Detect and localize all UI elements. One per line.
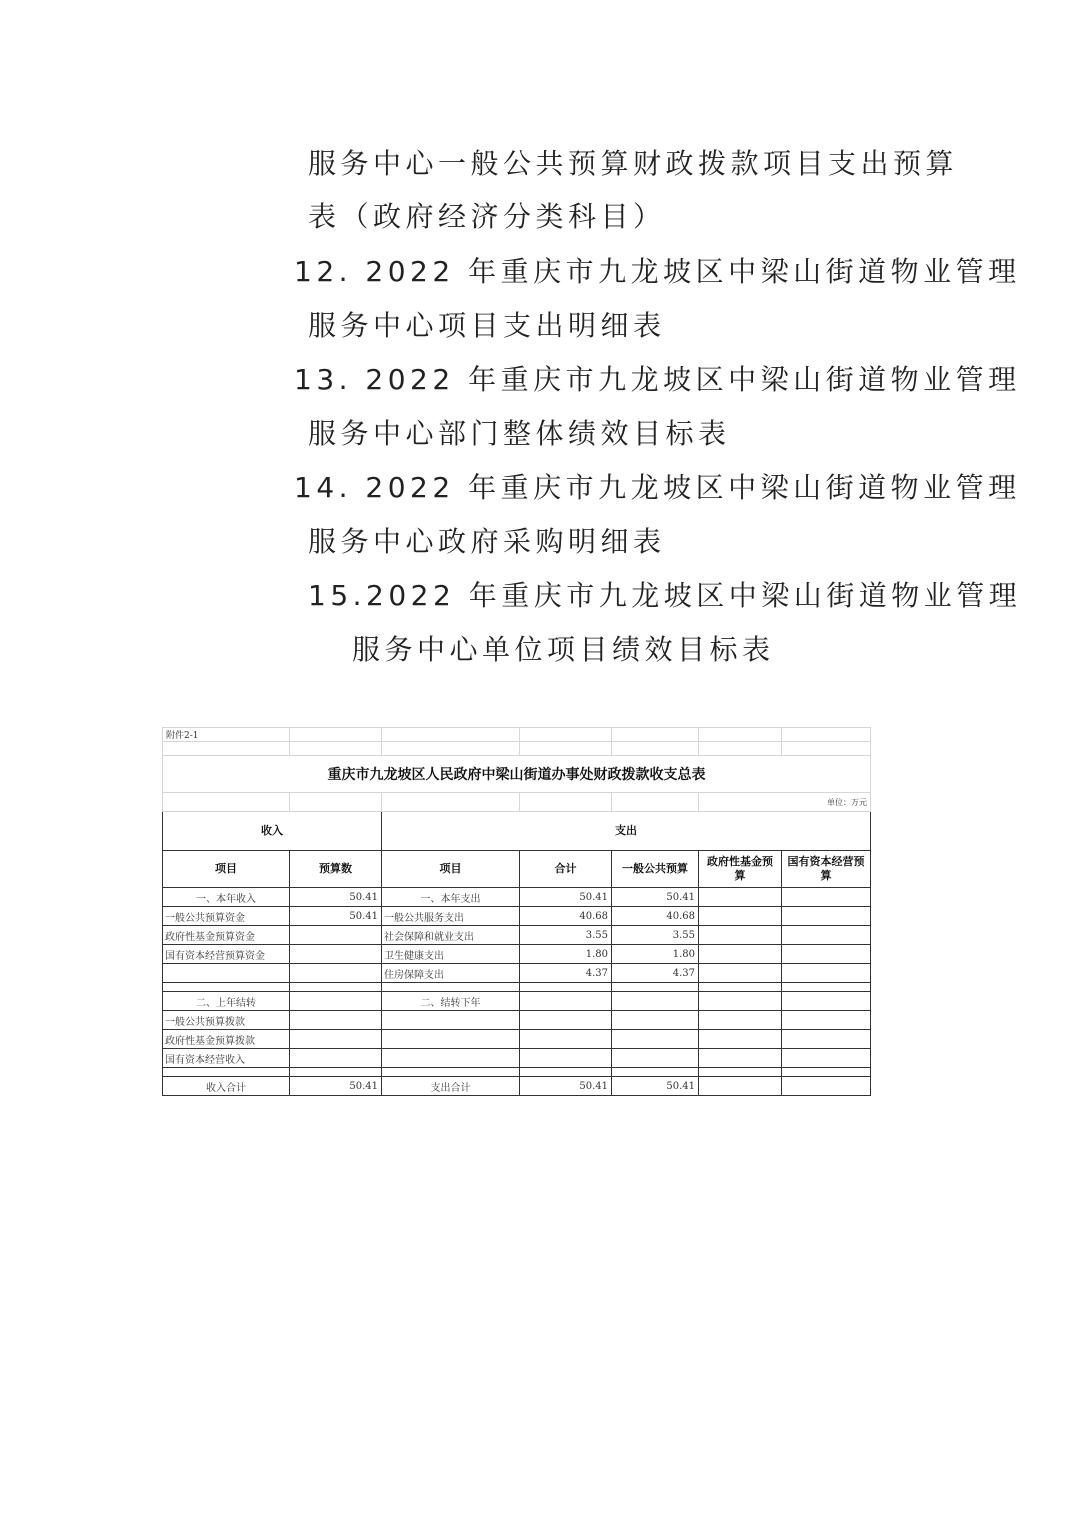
table-cell: 50.41 [520, 1077, 612, 1096]
table-row [163, 992, 871, 1011]
table-cell [290, 1030, 382, 1049]
table-cell [699, 1030, 782, 1049]
table-row [163, 945, 871, 964]
table-cell: 50.41 [612, 1077, 699, 1096]
budget-summary-table [162, 727, 871, 1096]
table-cell: 二、上年结转 [163, 992, 290, 1011]
unit-label: 单位：万元 [699, 793, 871, 812]
table-row [163, 1011, 871, 1030]
table-cell [699, 1077, 782, 1096]
table-cell [290, 992, 382, 1011]
table-cell: 50.41 [290, 888, 382, 907]
table-row [163, 907, 871, 926]
list-item-line: 14. 2022 年重庆市九龙坡区中梁山街道物业管理 [294, 471, 1021, 504]
table-cell [699, 945, 782, 964]
table-cell [612, 992, 699, 1011]
table-cell: 政府性基金预算拨款 [163, 1030, 290, 1049]
attachment-note: 附件2-1 [163, 728, 290, 742]
table-cell [163, 983, 290, 992]
table-cell [782, 907, 871, 926]
table-cell: 4.37 [520, 964, 612, 983]
expense-group-header: 支出 [382, 812, 871, 851]
column-header: 国有资本经营预算 [782, 851, 871, 888]
table-cell: 40.68 [520, 907, 612, 926]
table-cell: 国有资本经营收入 [163, 1049, 290, 1068]
table-cell [782, 888, 871, 907]
column-header: 预算数 [290, 851, 382, 888]
table-cell [699, 907, 782, 926]
table-row [163, 1030, 871, 1049]
table-cell [782, 983, 871, 992]
income-group-header: 收入 [163, 812, 382, 851]
table-cell [290, 1011, 382, 1030]
list-item-line: 服务中心政府采购明细表 [308, 525, 666, 558]
table-cell [520, 1049, 612, 1068]
table-cell [290, 945, 382, 964]
table-cell [382, 1049, 520, 1068]
list-item-line: 13. 2022 年重庆市九龙坡区中梁山街道物业管理 [294, 363, 1021, 396]
table-cell [382, 1068, 520, 1077]
table-cell: 50.41 [612, 888, 699, 907]
table-cell [520, 992, 612, 1011]
table-cell [612, 1068, 699, 1077]
table-row [163, 964, 871, 983]
table-cell [612, 983, 699, 992]
table-cell [290, 926, 382, 945]
column-header: 项目 [382, 851, 520, 888]
attachment-row [163, 728, 871, 742]
table-cell [782, 1049, 871, 1068]
table-cell: 50.41 [520, 888, 612, 907]
table-cell: 支出合计 [382, 1077, 520, 1096]
list-item-line: 服务中心一般公共预算财政拨款项目支出预算 [308, 147, 959, 180]
table-cell [782, 1068, 871, 1077]
table-row [163, 1068, 871, 1077]
column-header-row [163, 851, 871, 888]
table-cell [612, 1049, 699, 1068]
table-cell: 社会保障和就业支出 [382, 926, 520, 945]
table-cell: 一般公共预算拨款 [163, 1011, 290, 1030]
unit-row [163, 793, 871, 812]
table-cell [782, 1030, 871, 1049]
list-item-line: 表（政府经济分类科目） [308, 200, 666, 233]
column-header: 合计 [520, 851, 612, 888]
table-cell: 一、本年支出 [382, 888, 520, 907]
table-cell [782, 992, 871, 1011]
list-item-line: 服务中心部门整体绩效目标表 [308, 417, 731, 450]
table-cell [782, 964, 871, 983]
table-row [163, 983, 871, 992]
column-header: 一般公共预算 [612, 851, 699, 888]
table-cell [520, 1030, 612, 1049]
column-header: 项目 [163, 851, 290, 888]
table-cell [290, 964, 382, 983]
table-cell: 一、本年收入 [163, 888, 290, 907]
table-cell [782, 945, 871, 964]
list-item-line: 服务中心单位项目绩效目标表 [352, 633, 775, 666]
table-cell [290, 1049, 382, 1068]
title-row [163, 756, 871, 793]
table-cell [520, 983, 612, 992]
table-cell: 3.55 [520, 926, 612, 945]
table-cell: 国有资本经营预算资金 [163, 945, 290, 964]
table-cell [699, 964, 782, 983]
table-cell: 4.37 [612, 964, 699, 983]
table-cell [782, 1011, 871, 1030]
table-cell: 1.80 [612, 945, 699, 964]
table-cell [699, 983, 782, 992]
table-cell [520, 1011, 612, 1030]
table-cell: 一般公共服务支出 [382, 907, 520, 926]
list-item-line: 15.2022 年重庆市九龙坡区中梁山街道物业管理 [308, 579, 1022, 612]
table-cell [290, 1068, 382, 1077]
table-cell [782, 926, 871, 945]
table-cell: 40.68 [612, 907, 699, 926]
table-cell: 收入合计 [163, 1077, 290, 1096]
table-cell [782, 1077, 871, 1096]
table-cell [612, 1030, 699, 1049]
table-cell: 1.80 [520, 945, 612, 964]
table-row-total [163, 1077, 871, 1096]
table-cell [699, 1068, 782, 1077]
table-cell [612, 1011, 699, 1030]
table-cell [290, 983, 382, 992]
table-cell [163, 1068, 290, 1077]
table-cell [382, 983, 520, 992]
table-cell: 政府性基金预算资金 [163, 926, 290, 945]
table-row [163, 926, 871, 945]
table-cell [699, 888, 782, 907]
table-row [163, 888, 871, 907]
table-cell [163, 964, 290, 983]
table-cell [520, 1068, 612, 1077]
list-item-line: 12. 2022 年重庆市九龙坡区中梁山街道物业管理 [294, 255, 1021, 288]
table-cell: 50.41 [290, 1077, 382, 1096]
table-cell [699, 1049, 782, 1068]
table-cell: 卫生健康支出 [382, 945, 520, 964]
table-cell: 住房保障支出 [382, 964, 520, 983]
table-cell: 一般公共预算资金 [163, 907, 290, 926]
table-cell: 50.41 [290, 907, 382, 926]
list-item-line: 服务中心项目支出明细表 [308, 309, 666, 342]
table-row [163, 1049, 871, 1068]
column-header: 政府性基金预算 [699, 851, 782, 888]
table-cell: 二、结转下年 [382, 992, 520, 1011]
group-header-row [163, 812, 871, 851]
table-cell [699, 1011, 782, 1030]
table-cell [382, 1011, 520, 1030]
table-cell: 3.55 [612, 926, 699, 945]
table-cell [699, 926, 782, 945]
table-title: 重庆市九龙坡区人民政府中梁山街道办事处财政拨款收支总表 [163, 756, 871, 793]
table-cell [382, 1030, 520, 1049]
table-cell [699, 992, 782, 1011]
spacer-row [163, 742, 871, 756]
